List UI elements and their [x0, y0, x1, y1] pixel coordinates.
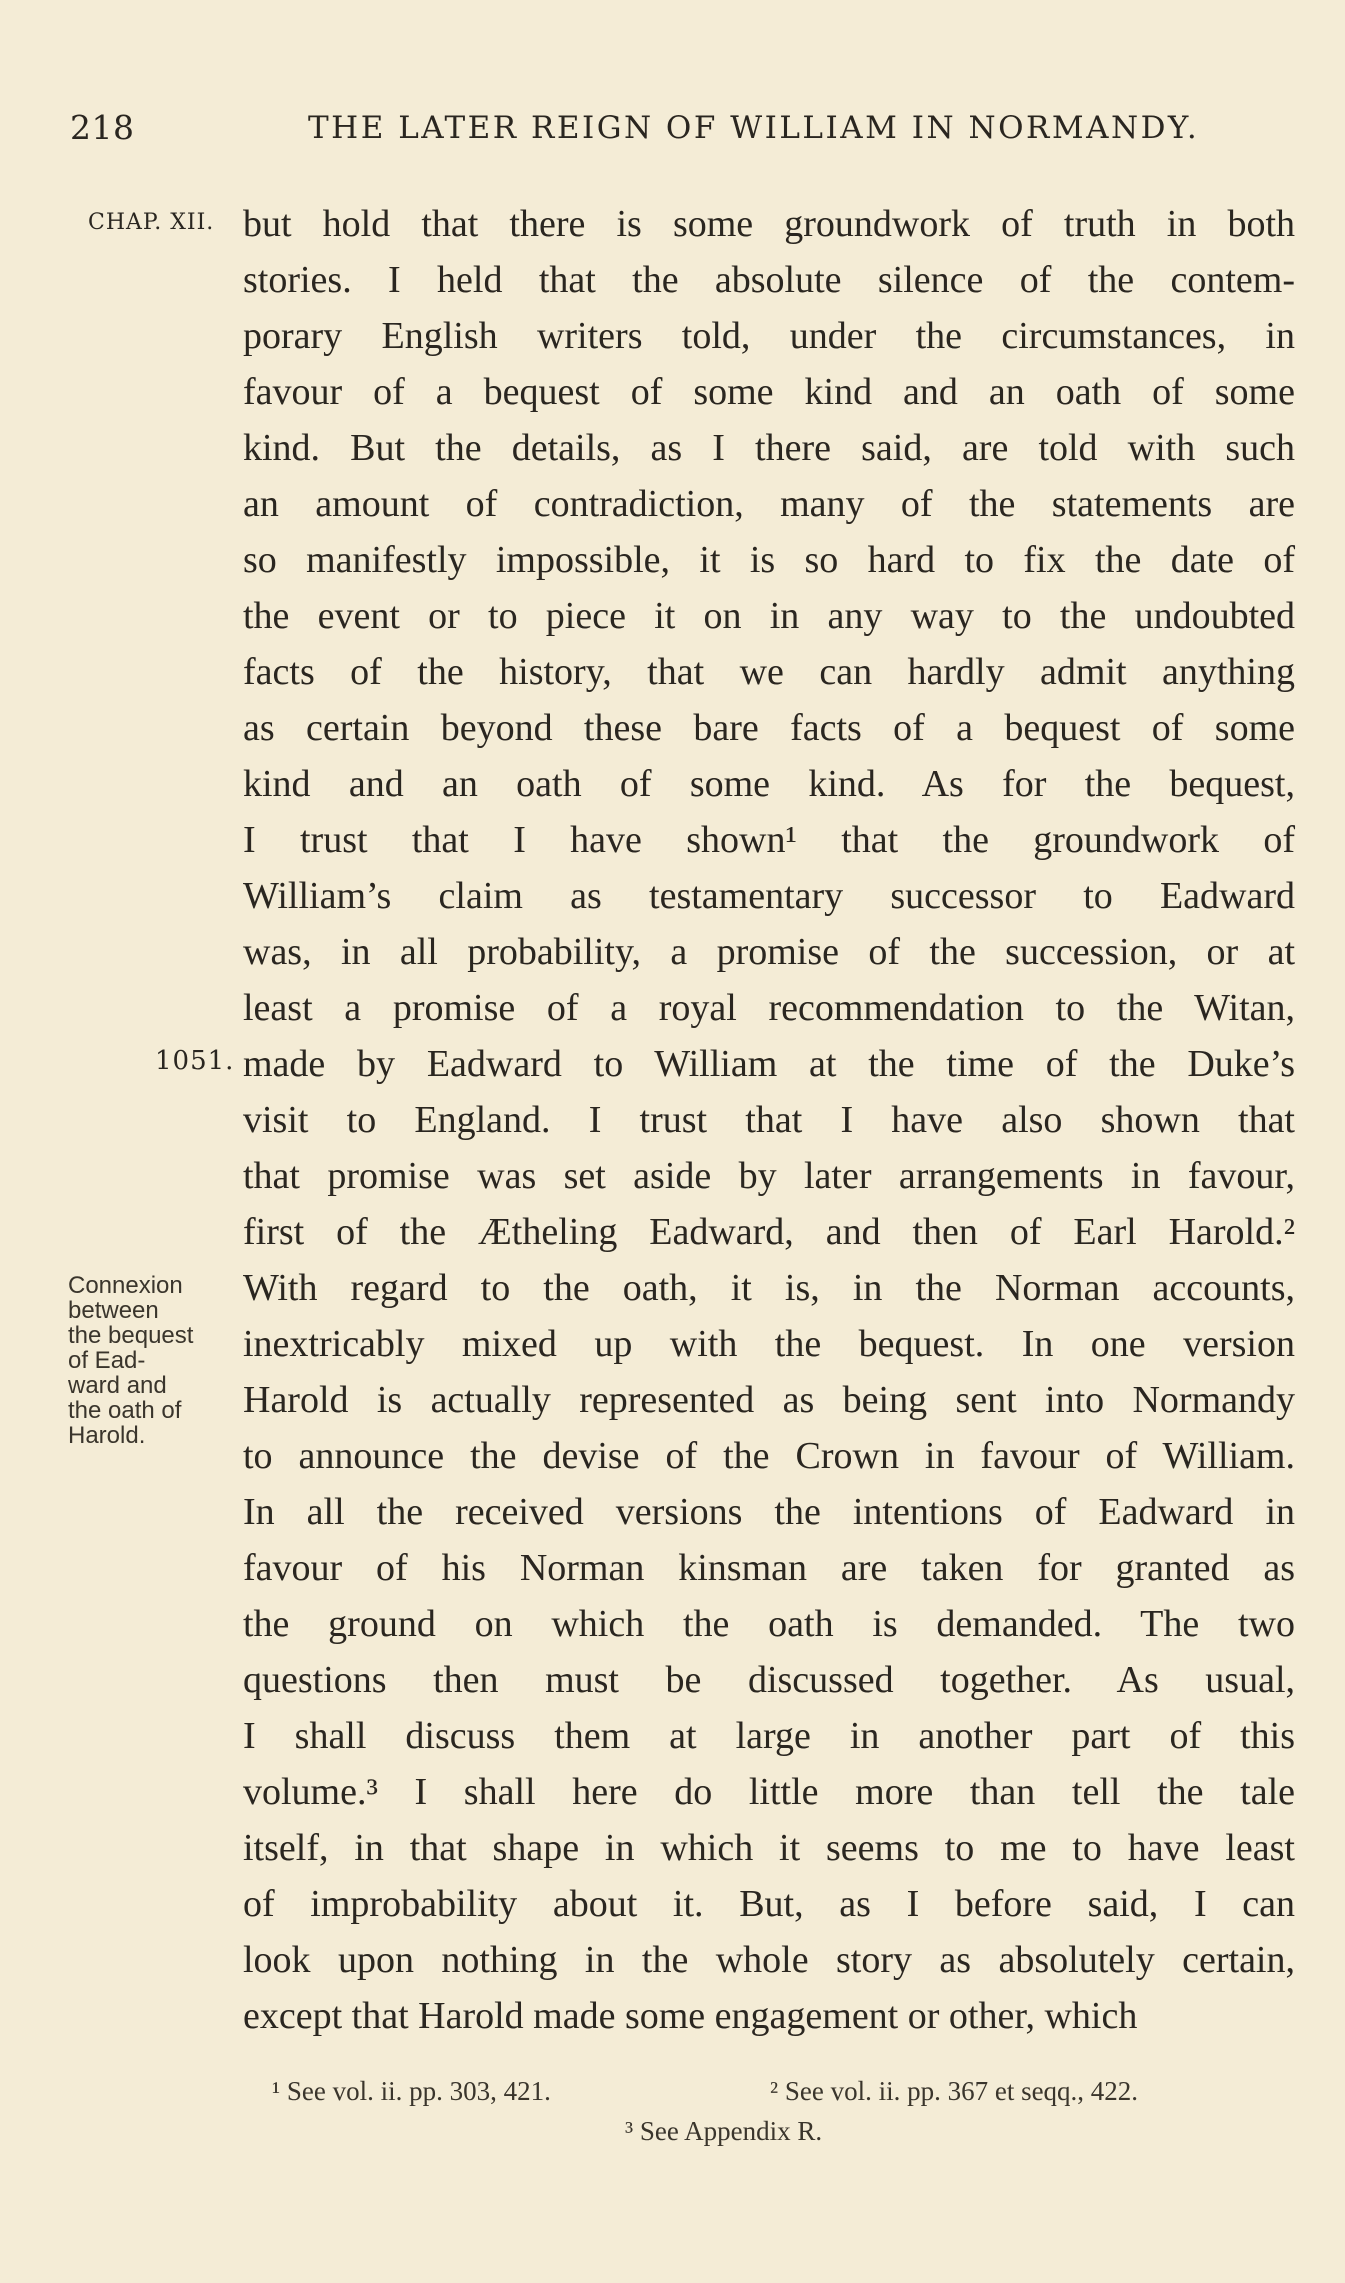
margin-note-line: the oath of [68, 1397, 182, 1424]
margin-note-line: Connexion [68, 1272, 183, 1299]
margin-note-line: of Ead- [68, 1347, 146, 1374]
footnote-row [240, 2076, 1300, 2116]
running-title: THE LATER REIGN OF WILLIAM IN NORMANDY. [308, 110, 1200, 146]
text-line: was, in all probability, a promise of the succession, or at [243, 931, 1295, 973]
text-line: as certain beyond these bare facts of a bequest of some [243, 707, 1295, 749]
margin-note-line: between [68, 1297, 159, 1324]
text-line: made by Eadward to William at the time of the Duke’s [243, 1043, 1295, 1085]
text-line: but hold that there is some groundwork of truth in both [243, 203, 1295, 245]
text-line: With regard to the oath, it is, in the Norman accounts, [243, 1267, 1295, 1309]
text-line: Harold is actually represented as being sent into Normandy [243, 1379, 1295, 1421]
text-line: favour of his Norman kinsman are taken for granted as [243, 1547, 1295, 1589]
text-line: first of the Ætheling Eadward, and then of Earl Harold.² [243, 1211, 1295, 1253]
text-line: inextricably mixed up with the bequest. In one version [243, 1323, 1295, 1365]
text-line: look upon nothing in the whole story as absolutely certain, [243, 1939, 1295, 1981]
text-line: so manifestly impossible, it is so hard to fix the date of [243, 539, 1295, 581]
text-line: facts of the history, that we can hardly admit anything [243, 651, 1295, 693]
text-line: to announce the devise of the Crown in favour of William. [243, 1435, 1295, 1477]
text-line: that promise was set aside by later arrangements in favour, [243, 1155, 1295, 1197]
footnote-1: ¹ See vol. ii. pp. 303, 421. [272, 2076, 551, 2106]
text-line: William’s claim as testamentary successor to Eadward [243, 875, 1295, 917]
text-line: the ground on which the oath is demanded. The two [243, 1603, 1295, 1645]
footnote-row [240, 2116, 1300, 2156]
text-line: visit to England. I trust that I have also shown that [243, 1099, 1295, 1141]
text-line: least a promise of a royal recommendation to the Witan, [243, 987, 1295, 1029]
text-line: an amount of contradiction, many of the statements are [243, 483, 1295, 525]
footnotes [240, 2076, 1300, 2156]
text-line: stories. I held that the absolute silence of the contem- [243, 259, 1295, 301]
margin-chapter-label: CHAP. XII. [88, 210, 215, 235]
margin-note-line: Harold. [68, 1422, 146, 1449]
text-line: I shall discuss them at large in another part of this [243, 1715, 1295, 1757]
text-line: of improbability about it. But, as I before said, I can [243, 1883, 1295, 1925]
text-line: the event or to piece it on in any way to the undoubted [243, 595, 1295, 637]
text-line: porary English writers told, under the circumstances, in [243, 315, 1295, 357]
margin-note [68, 1273, 238, 1448]
text-line: itself, in that shape in which it seems to me to have least [243, 1827, 1295, 1869]
text-line: I trust that I have shown¹ that the groundwork of [243, 819, 1295, 861]
text-line: kind and an oath of some kind. As for the bequest, [243, 763, 1295, 805]
text-line: favour of a bequest of some kind and an oath of some [243, 371, 1295, 413]
margin-note-line: the bequest [68, 1322, 194, 1349]
text-line: except that Harold made some engagement or other, which [243, 1995, 1138, 2037]
text-line: kind. But the details, as I there said, are told with such [243, 427, 1295, 469]
text-line: In all the received versions the intentions of Eadward in [243, 1491, 1295, 1533]
footnote-2: ² See vol. ii. pp. 367 et seqq., 422. [770, 2076, 1139, 2106]
text-line: volume.³ I shall here do little more than tell the tale [243, 1771, 1295, 1813]
margin-note-line: ward and [68, 1372, 167, 1399]
text-line: questions then must be discussed together. As usual, [243, 1659, 1295, 1701]
margin-year: 1051. [155, 1046, 235, 1076]
footnote-3: ³ See Appendix R. [625, 2116, 823, 2146]
running-head [70, 108, 1240, 152]
page-number: 218 [70, 108, 135, 147]
body-text [243, 196, 1295, 2044]
